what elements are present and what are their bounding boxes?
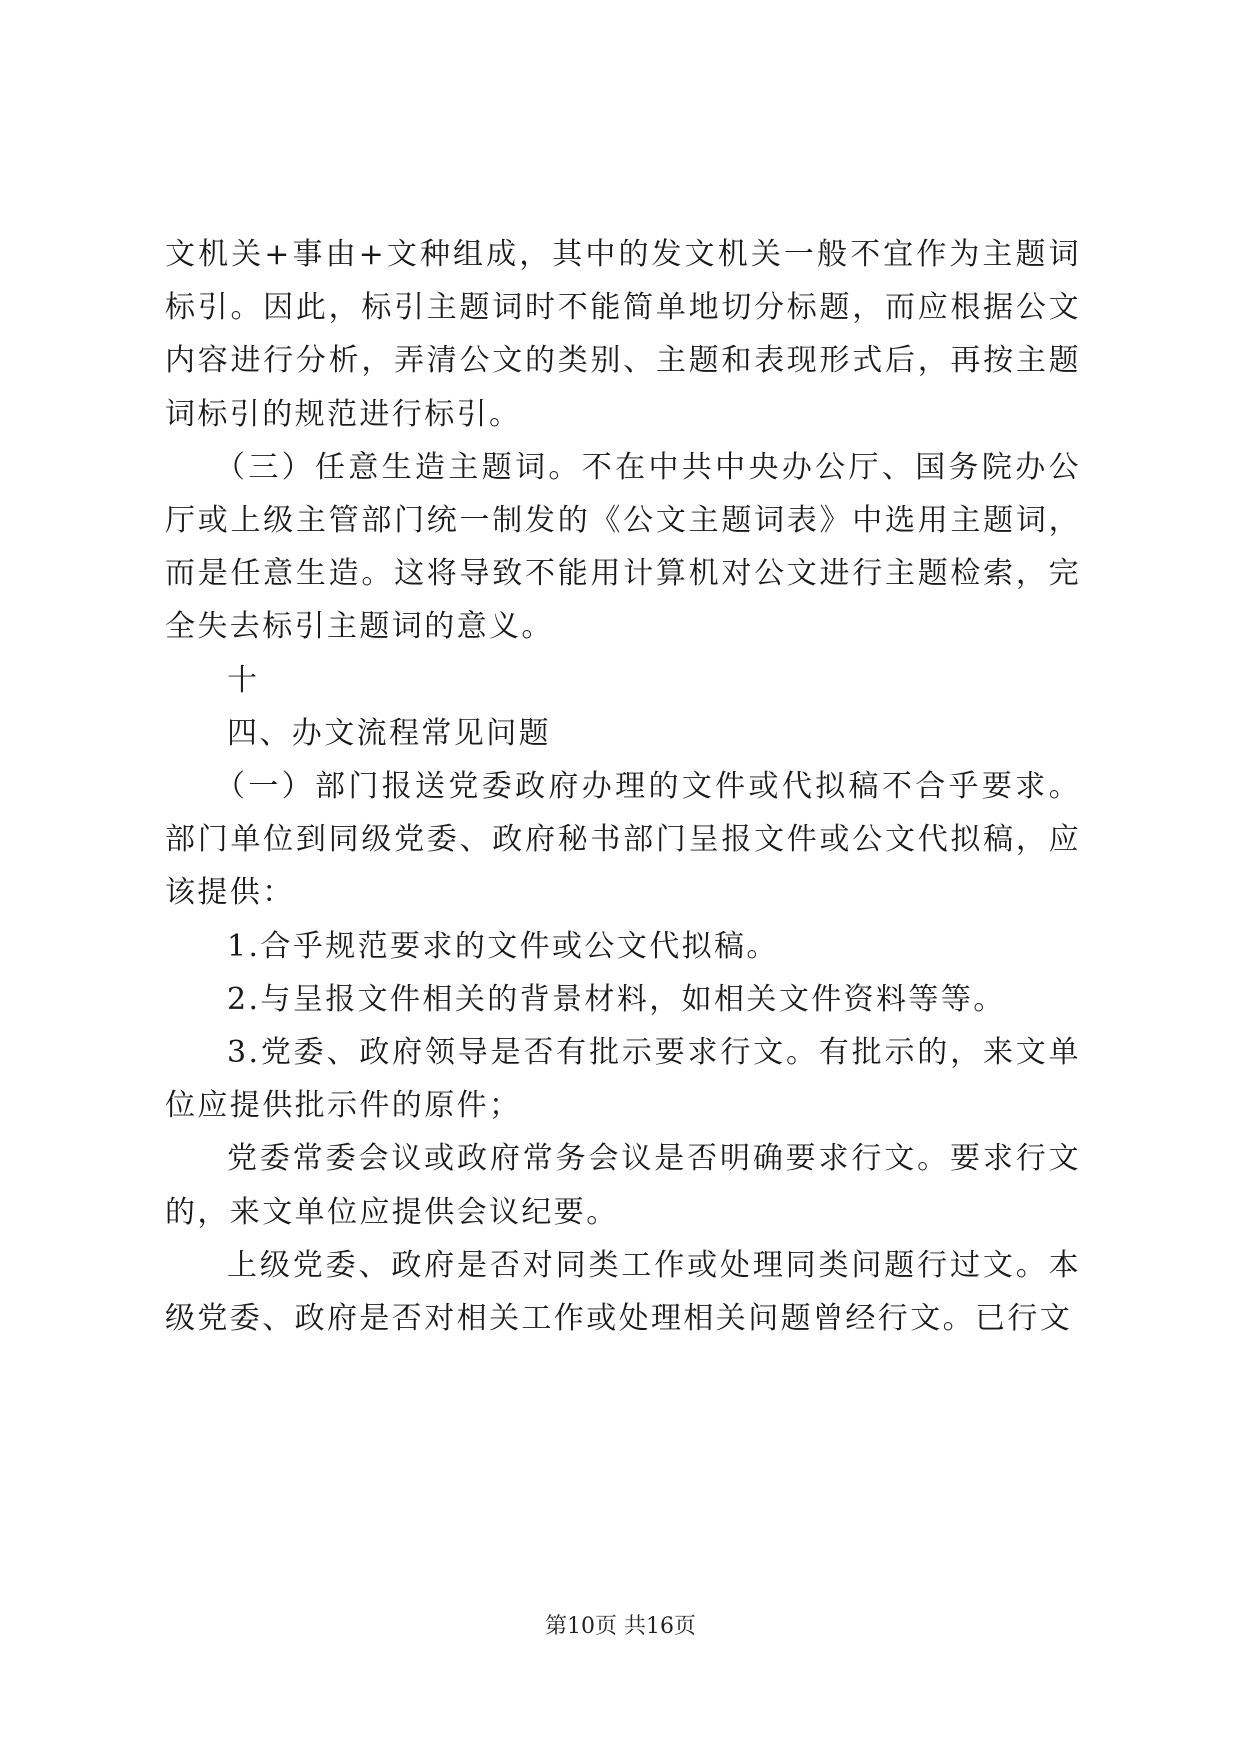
list-item-2: 2.与呈报文件相关的背景材料，如相关文件资料等等。 [227, 981, 1006, 1017]
paragraph-prior-documents: 上级党委、政府是否对同类工作或处理同类问题行过文。本级党委、政府是否对相关工作或处理相关问题曾经行文。已行文 [165, 1247, 1081, 1337]
list-item-3: 3.党委、政府领导是否有批示要求行文。有批示的，来文单位应提供批示件的原件； [165, 1035, 1081, 1124]
section-heading-workflow-issues: 四、办文流程常见问题 [227, 715, 551, 751]
list-item-1: 1.合乎规范要求的文件或公文代拟稿。 [227, 928, 779, 964]
paragraph-topic-word-continuation: 文机关+事由+文种组成，其中的发文机关一般不宜作为主题词标引。因此，标引主题词时不能简单地切分标题，而应根据公文内容进行分析，弄清公文的类别、主题和表现形式后，再按主题词标引的规范进行标引。 [165, 237, 1081, 432]
document-body [165, 228, 1081, 1345]
page-number-footer: 第10页 共16页 [545, 1614, 696, 1639]
paragraph-meeting-minutes: 党委常委会议或政府常务会议是否明确要求行文。要求行文的，来文单位应提供会议纪要。 [165, 1141, 1081, 1230]
paragraph-marker-ten: 十 [227, 662, 260, 698]
paragraph-invented-topic-words: （三）任意生造主题词。不在中共中央办公厅、国务院办公厅或上级主管部门统一制发的《公文主题词表》中选用主题词，而是任意生造。这将导致不能用计算机对公文进行主题检索，完全失去标引主题词的意义。 [165, 449, 1081, 645]
paragraph-submission-requirements: （一）部门报送党委政府办理的文件或代拟稿不合乎要求。部门单位到同级党委、政府秘书部门呈报文件或公文代拟稿，应该提供： [165, 769, 1081, 911]
